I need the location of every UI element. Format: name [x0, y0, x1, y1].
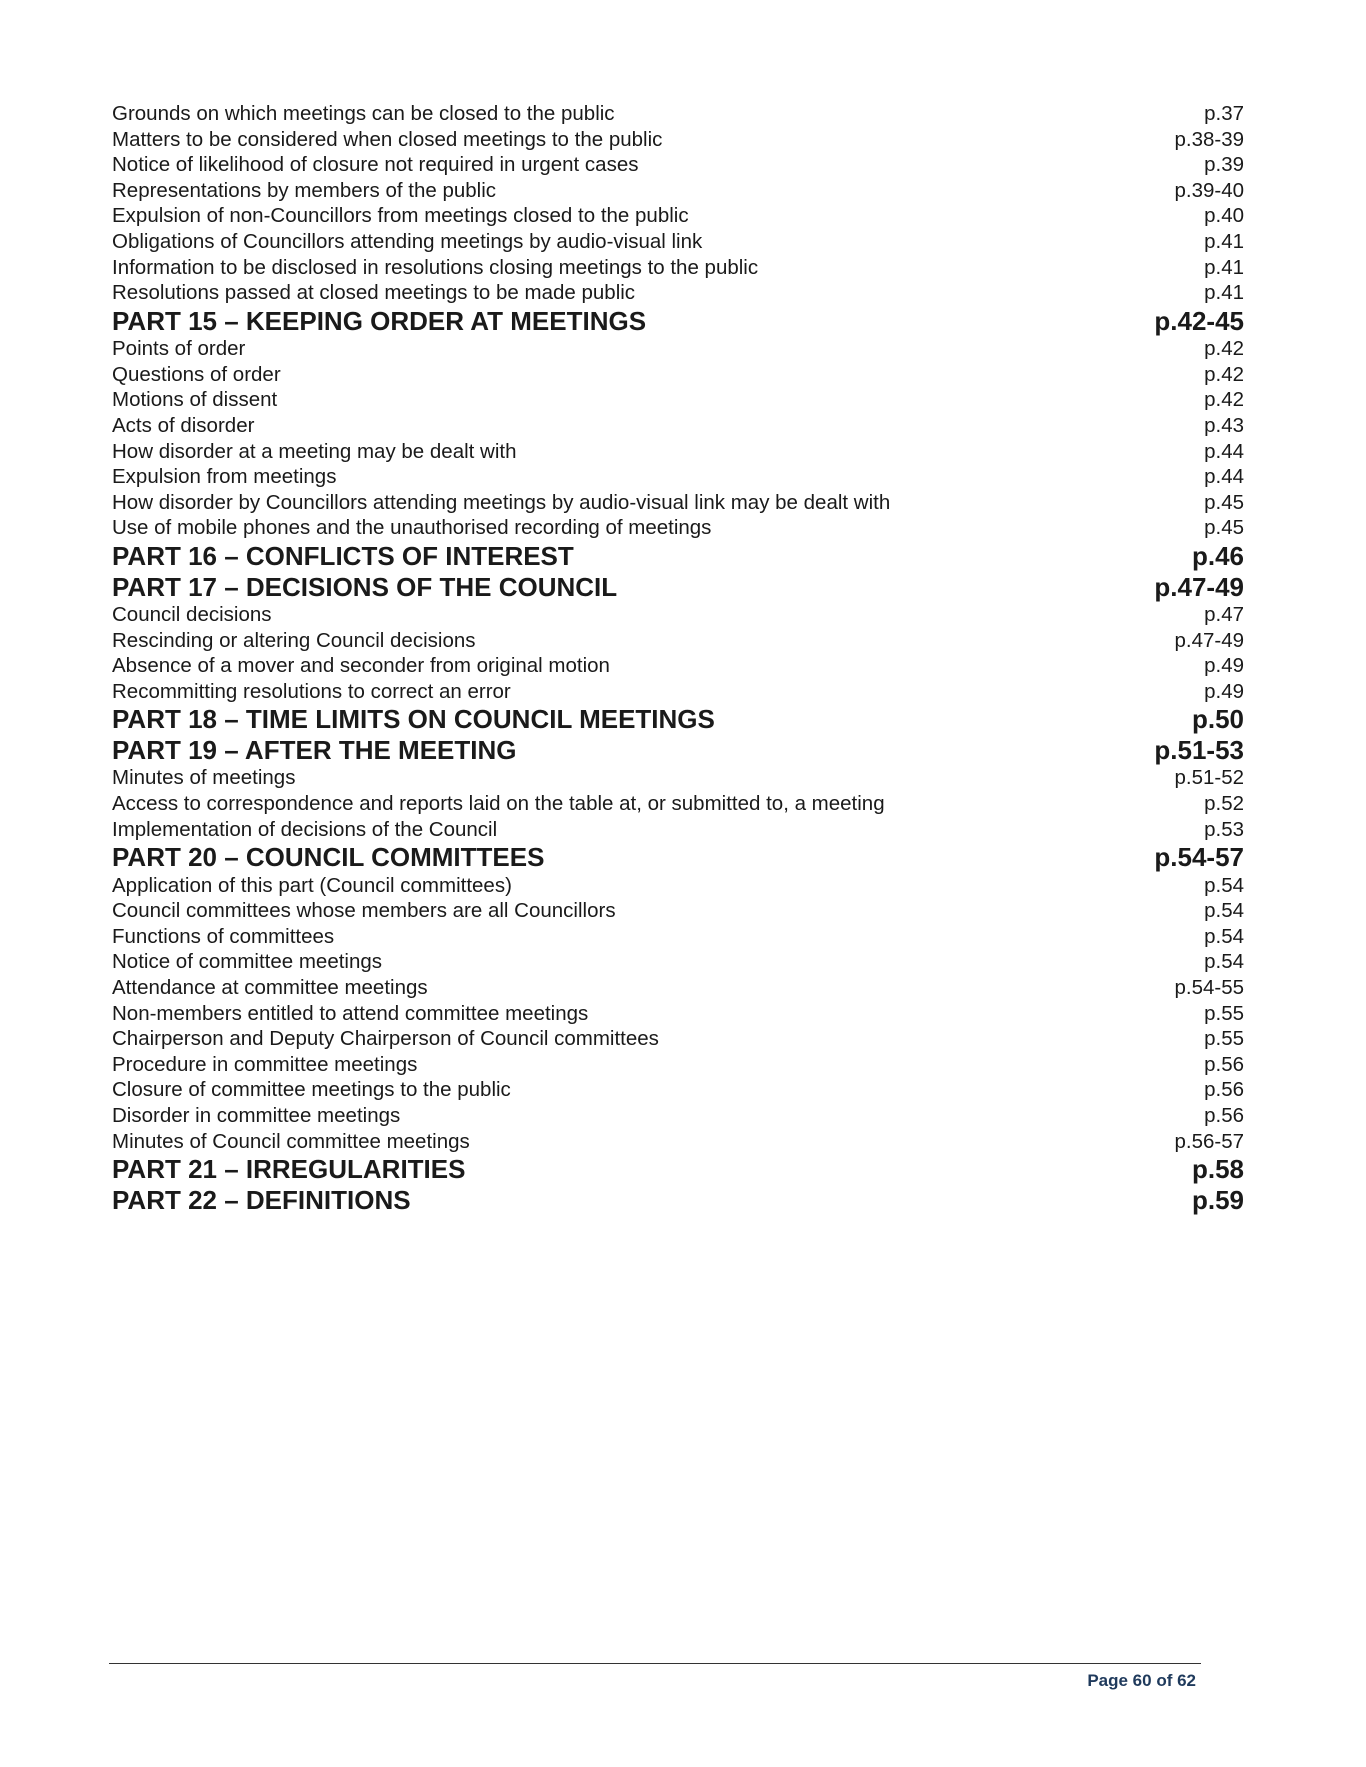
- toc-entry-title: Absence of a mover and seconder from original motion: [112, 654, 610, 678]
- toc-entry-title: Application of this part (Council committees): [112, 873, 512, 897]
- toc-entry-title: Representations by members of the public: [112, 178, 497, 202]
- toc-entry-title: Information to be disclosed in resolutions closing meetings to the public: [112, 255, 759, 279]
- toc-entry-page: p.42: [1204, 337, 1244, 361]
- toc-part-heading: [112, 572, 1244, 603]
- toc-part-page: p.47-49: [1154, 571, 1244, 602]
- toc-entry-page: p.44: [1204, 465, 1244, 489]
- toc-entry-title: Notice of committee meetings: [112, 950, 383, 974]
- toc-entry-title: Attendance at committee meetings: [112, 976, 428, 1000]
- toc-entry-page: p.55: [1204, 1027, 1244, 1051]
- toc-entry: [112, 1103, 1244, 1129]
- toc-part-title: PART 16 – CONFLICTS OF INTEREST: [112, 541, 574, 571]
- toc-part-title: PART 19 – AFTER THE MEETING: [112, 734, 517, 765]
- toc-entry-page: p.44: [1204, 439, 1244, 463]
- toc-entry: [112, 229, 1244, 255]
- toc-entry: [112, 1129, 1244, 1155]
- toc-entry: [112, 765, 1244, 791]
- toc-entry-title: Resolutions passed at closed meetings to be made public: [112, 281, 636, 305]
- toc-entry-page: p.38-39: [1174, 127, 1244, 151]
- toc-entry-page: p.41: [1204, 281, 1244, 305]
- toc-part-title: PART 22 – DEFINITIONS: [112, 1184, 411, 1215]
- toc-entry-page: p.37: [1204, 102, 1244, 125]
- toc-entry-title: How disorder at a meeting may be dealt with: [112, 439, 517, 463]
- toc-entry-page: p.54-55: [1174, 976, 1244, 1000]
- toc-entry: [112, 791, 1244, 817]
- toc-entry: [112, 679, 1244, 705]
- toc-entry: [112, 362, 1244, 388]
- toc-entry-title: How disorder by Councillors attending meetings by audio-visual link may be dealt with: [112, 490, 891, 514]
- toc-part-page: p.50: [1191, 704, 1244, 735]
- toc-part-page: p.46: [1191, 541, 1244, 571]
- toc-part-title: PART 18 – TIME LIMITS ON COUNCIL MEETINGS: [112, 704, 715, 735]
- toc-entry-page: p.49: [1204, 679, 1244, 703]
- toc-entry-page: p.47: [1204, 603, 1244, 626]
- toc-entry-title: Acts of disorder: [112, 414, 255, 438]
- toc-entry-page: p.52: [1204, 791, 1244, 815]
- toc-part-title: PART 20 – COUNCIL COMMITTEES: [112, 842, 545, 873]
- toc-entry-title: Closure of committee meetings to the public: [112, 1078, 511, 1102]
- toc-entry-title: Procedure in committee meetings: [112, 1052, 418, 1076]
- toc-entry-page: p.53: [1204, 817, 1244, 841]
- toc-entry: [112, 387, 1244, 413]
- toc-entry-page: p.42: [1204, 362, 1244, 386]
- toc-entry: [112, 439, 1244, 465]
- toc-entry-page: p.40: [1204, 204, 1244, 228]
- toc-entry: [112, 1026, 1244, 1052]
- table-of-contents: [112, 101, 1244, 1215]
- toc-part-page: p.58: [1191, 1154, 1244, 1185]
- toc-part-page: p.59: [1191, 1184, 1244, 1215]
- toc-entry-title: Motions of dissent: [112, 388, 278, 412]
- toc-entry: [112, 203, 1244, 229]
- toc-part-page: p.54-57: [1154, 842, 1244, 873]
- toc-entry: [112, 101, 1244, 127]
- toc-entry-page: p.45: [1204, 490, 1244, 514]
- toc-part-title: PART 17 – DECISIONS OF THE COUNCIL: [112, 571, 618, 602]
- toc-entry-title: Disorder in committee meetings: [112, 1104, 401, 1127]
- footer-divider: [109, 1663, 1201, 1664]
- toc-entry-title: Questions of order: [112, 362, 281, 386]
- toc-entry: [112, 152, 1244, 178]
- toc-entry-title: Matters to be considered when closed meetings to the public: [112, 127, 663, 151]
- toc-entry-page: p.43: [1204, 414, 1244, 438]
- toc-entry: [112, 898, 1244, 924]
- toc-entry-page: p.54: [1204, 899, 1244, 923]
- toc-entry-title: Council decisions: [112, 603, 272, 626]
- toc-entry-title: Council committees whose members are all Councillors: [112, 899, 616, 923]
- toc-part-heading: [112, 541, 1244, 572]
- toc-entry: [112, 602, 1244, 628]
- toc-entry: [112, 1001, 1244, 1027]
- toc-entry-page: p.51-52: [1174, 766, 1244, 790]
- toc-entry: [112, 255, 1244, 281]
- toc-entry-title: Minutes of Council committee meetings: [112, 1129, 470, 1153]
- toc-entry-page: p.56: [1204, 1052, 1244, 1076]
- toc-entry: [112, 924, 1244, 950]
- toc-entry: [112, 873, 1244, 899]
- toc-entry-title: Points of order: [112, 337, 246, 361]
- footer-page-number: Page 60 of 62: [1087, 1671, 1196, 1690]
- toc-part-page: p.51-53: [1154, 734, 1244, 765]
- toc-entry: [112, 817, 1244, 843]
- toc-entry-page: p.54: [1204, 924, 1244, 948]
- toc-entry-page: p.45: [1204, 516, 1244, 540]
- toc-part-title: PART 15 – KEEPING ORDER AT MEETINGS: [112, 305, 647, 336]
- toc-entry-page: p.39: [1204, 153, 1244, 177]
- toc-entry-title: Non-members entitled to attend committee meetings: [112, 1001, 589, 1025]
- toc-entry-title: Expulsion from meetings: [112, 465, 337, 489]
- toc-entry: [112, 490, 1244, 516]
- toc-entry-page: p.42: [1204, 388, 1244, 412]
- toc-entry: [112, 413, 1244, 439]
- toc-entry-title: Grounds on which meetings can be closed to the public: [112, 102, 615, 125]
- toc-entry: [112, 628, 1244, 654]
- toc-entry-title: Minutes of meetings: [112, 766, 296, 790]
- toc-entry-page: p.41: [1204, 229, 1244, 253]
- toc-entry-title: Recommitting resolutions to correct an error: [112, 679, 511, 703]
- toc-part-heading: [112, 842, 1244, 873]
- toc-part-title: PART 21 – IRREGULARITIES: [112, 1154, 466, 1185]
- toc-entry-page: p.49: [1204, 654, 1244, 678]
- toc-entry-title: Implementation of decisions of the Council: [112, 817, 498, 841]
- toc-entry-page: p.39-40: [1174, 178, 1244, 202]
- toc-entry-page: p.55: [1204, 1001, 1244, 1025]
- toc-entry-title: Obligations of Councillors attending meetings by audio-visual link: [112, 229, 703, 253]
- toc-part-page: p.42-45: [1154, 305, 1244, 336]
- toc-entry-title: Chairperson and Deputy Chairperson of Council committees: [112, 1027, 659, 1051]
- toc-entry-page: p.56: [1204, 1078, 1244, 1102]
- toc-part-heading: [112, 306, 1244, 337]
- toc-entry: [112, 336, 1244, 362]
- toc-entry-title: Use of mobile phones and the unauthorised recording of meetings: [112, 516, 712, 540]
- toc-entry-title: Access to correspondence and reports laid on the table at, or submitted to, a meeting: [112, 791, 885, 815]
- toc-part-heading: [112, 1154, 1244, 1185]
- toc-entry: [112, 178, 1244, 204]
- toc-entry-title: Notice of likelihood of closure not required in urgent cases: [112, 153, 639, 177]
- toc-entry: [112, 1052, 1244, 1078]
- toc-entry-page: p.56: [1204, 1104, 1244, 1127]
- toc-entry: [112, 975, 1244, 1001]
- toc-entry-page: p.54: [1204, 873, 1244, 897]
- toc-entry: [112, 280, 1244, 306]
- toc-part-heading: [112, 704, 1244, 735]
- toc-entry: [112, 653, 1244, 679]
- toc-entry-title: Expulsion of non-Councillors from meetings closed to the public: [112, 204, 689, 228]
- toc-entry-title: Functions of committees: [112, 924, 335, 948]
- toc-entry-page: p.54: [1204, 950, 1244, 974]
- toc-entry-page: p.47-49: [1174, 628, 1244, 652]
- toc-entry: [112, 1077, 1244, 1103]
- toc-part-heading: [112, 1185, 1244, 1216]
- toc-entry-title: Rescinding or altering Council decisions: [112, 628, 476, 652]
- toc-entry: [112, 464, 1244, 490]
- toc-entry-page: p.56-57: [1174, 1129, 1244, 1153]
- toc-entry: [112, 949, 1244, 975]
- toc-entry: [112, 515, 1244, 541]
- toc-part-heading: [112, 735, 1244, 766]
- toc-entry: [112, 127, 1244, 153]
- toc-entry-page: p.41: [1204, 255, 1244, 279]
